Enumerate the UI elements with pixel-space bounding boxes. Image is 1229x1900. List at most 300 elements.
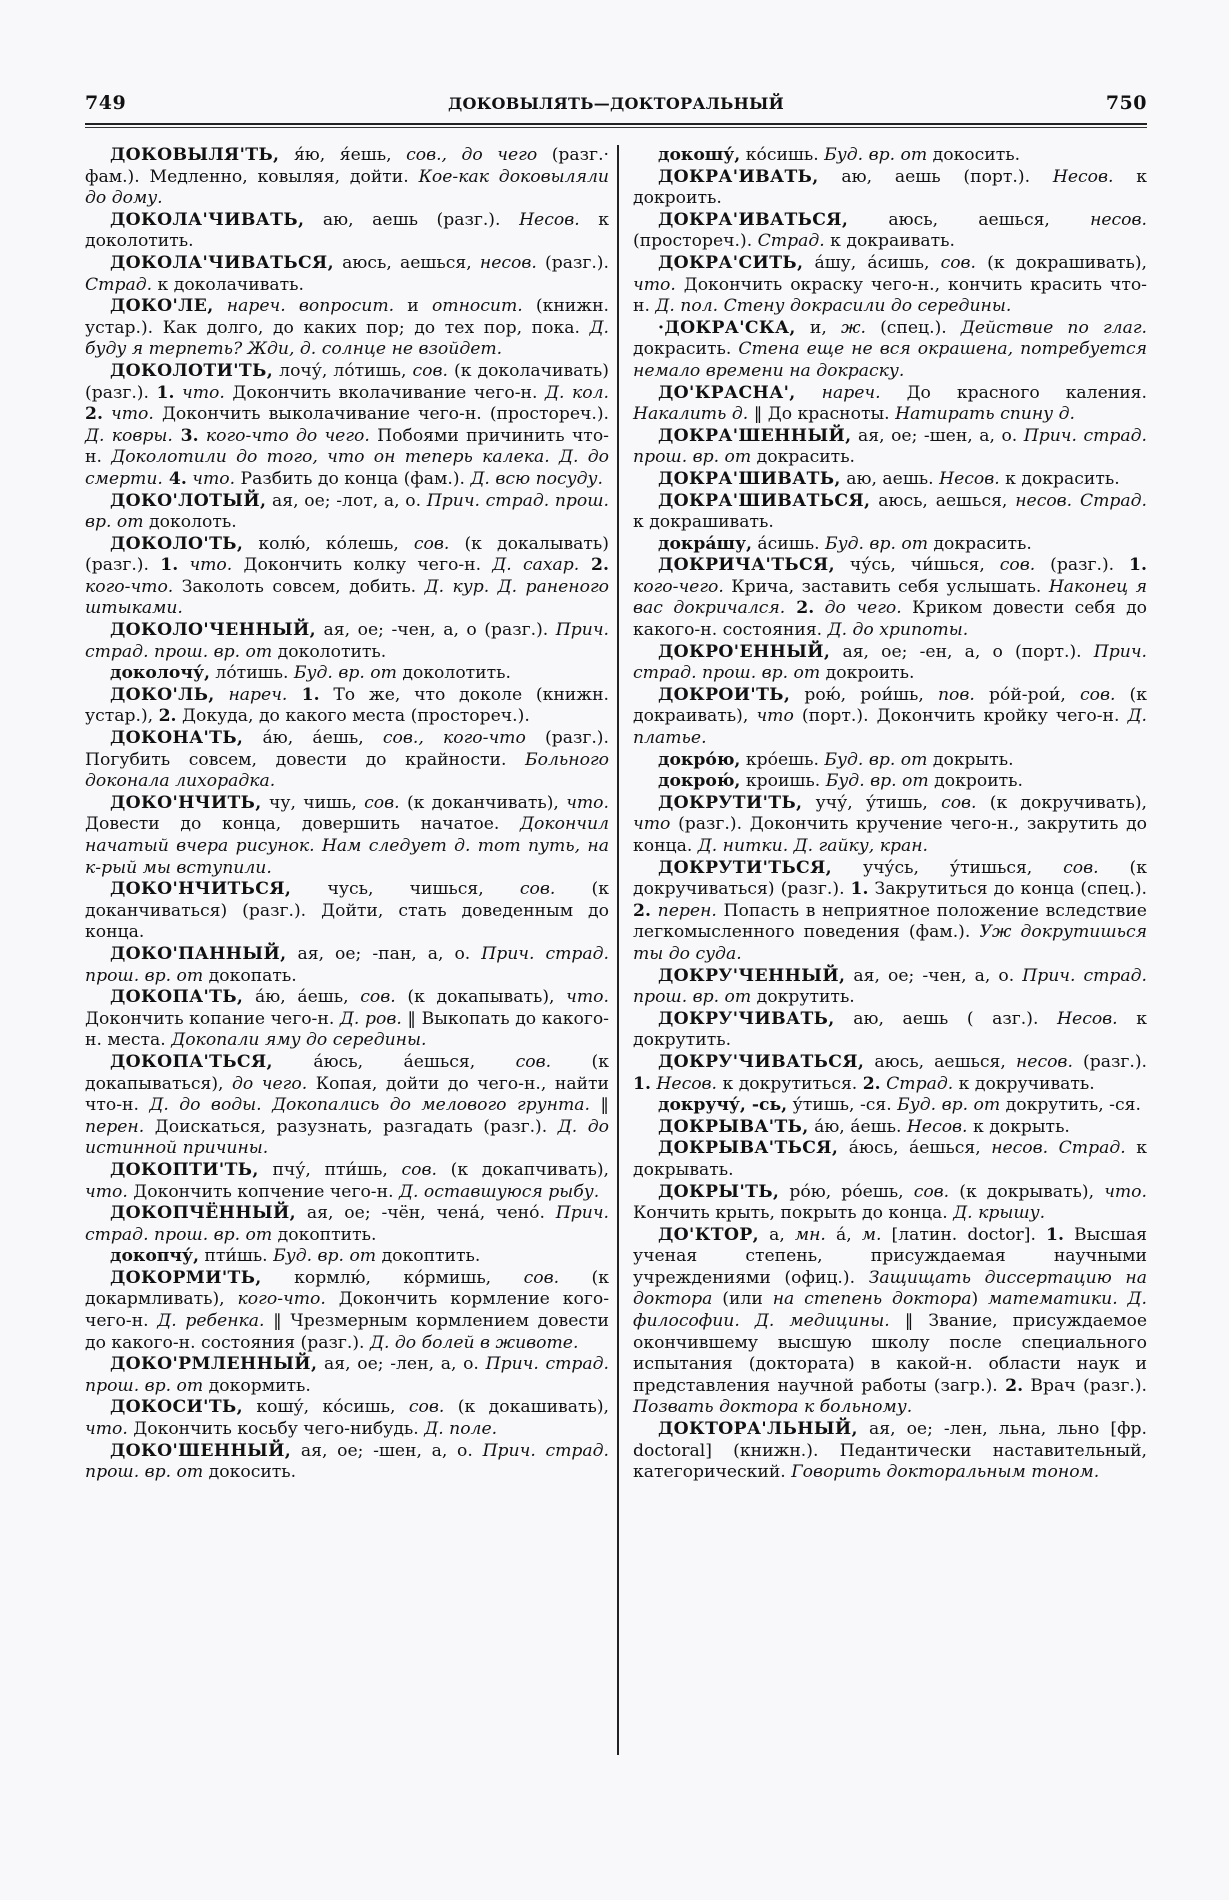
- headword-form: доколочу́,: [110, 663, 210, 684]
- headword: ДО'КТОР,: [658, 1224, 760, 1245]
- page-header: [85, 92, 1147, 122]
- text: ая, ое; -пан, а, о.: [286, 943, 482, 964]
- dictionary-entry: [85, 1268, 609, 1354]
- text: Довести до конца, довершить начатое.: [85, 814, 521, 835]
- text: докосить.: [927, 145, 1021, 165]
- headword: ДОКРЫ'ТЬ,: [658, 1181, 780, 1202]
- text: Доискаться, разузнать, разгадать (разг.).: [144, 1116, 558, 1137]
- italic-text: нареч.: [795, 382, 881, 403]
- text: ро́й-рои́,: [974, 684, 1080, 705]
- italic-text: сов.: [999, 555, 1036, 576]
- italic-text: сов.: [413, 533, 450, 554]
- text: аю, аешь (разг.).: [304, 209, 520, 230]
- text: (или: [712, 1289, 773, 1310]
- italic-text: сов.: [360, 987, 396, 1008]
- text: То же, что доколе (книжн. устар.),: [85, 684, 609, 727]
- italic-text: сов., кого-что: [382, 728, 526, 749]
- headword: ДОКРА'ШЕННЫЙ,: [658, 425, 852, 446]
- text: Врач (разг.).: [1023, 1375, 1147, 1396]
- text: (к докапывать),: [395, 987, 567, 1008]
- text: ‖ Чрезмерным кормлением довести до какого-н. состояния (разг.).: [85, 1311, 609, 1353]
- text: Побоями причинить что-н.: [85, 425, 609, 468]
- dictionary-entry: [633, 555, 1147, 641]
- italic-text: Д. до хрипоты.: [827, 620, 969, 641]
- text: а́юсь, а́ешься,: [272, 1051, 516, 1072]
- italic-text: Уж докрутишься ты до суда.: [633, 922, 1147, 964]
- text: Докончить косьбу чего-нибудь.: [127, 1419, 425, 1440]
- column-left: [85, 145, 609, 1484]
- text: (к доканчивать),: [399, 792, 567, 813]
- text: (разг.). Погубить совсем, довести до крайности.: [85, 728, 609, 770]
- italic-text: сов.: [1063, 857, 1099, 878]
- sense-number: 1.: [287, 684, 320, 705]
- text: Докуда, до какого места (простореч.).: [176, 706, 530, 727]
- italic-text: что.: [178, 555, 233, 576]
- text: аюсь, аешься,: [870, 490, 1016, 511]
- headword: ДОКОПА'ТЬ,: [110, 987, 244, 1008]
- italic-text: что.: [85, 1181, 128, 1202]
- italic-text: Прич. страд. прош. вр. от: [85, 1440, 609, 1483]
- text: кроишь.: [740, 771, 826, 792]
- headword: ДОКРА'ИВАТЬ,: [658, 166, 819, 187]
- text: (книжн. устар.). Как долго, до каких пор; до тех пор, пока.: [85, 296, 609, 338]
- dictionary-entry: [85, 534, 609, 620]
- dictionary-entry: [85, 296, 609, 361]
- text: Докончить копание чего-н.: [85, 1008, 340, 1029]
- dictionary-entry: [85, 210, 609, 253]
- text: к докрывать.: [633, 1138, 1147, 1180]
- text: к докрашивать.: [633, 512, 774, 533]
- sense-number: 2.: [85, 404, 103, 425]
- italic-text: Д. крышу.: [953, 1203, 1046, 1224]
- headword-form: докро́ю,: [658, 749, 741, 770]
- italic-text: Д. кол.: [545, 382, 610, 403]
- text: чусь, чишься,: [291, 879, 520, 900]
- italic-text: перен.: [650, 900, 717, 921]
- italic-text: Прич. страд. прош. вр. от: [85, 1203, 609, 1245]
- headword: ДОКРА'СИТЬ,: [658, 252, 804, 273]
- header-double-rule: [85, 123, 1147, 128]
- text: докрутить.: [751, 987, 855, 1008]
- italic-text: Д. до истинной причины.: [85, 1116, 609, 1159]
- dictionary-entry: [633, 469, 1147, 491]
- italic-text: Накалить д.: [633, 404, 749, 425]
- italic-text: нареч.: [214, 684, 288, 705]
- italic-text: кого-что до чего.: [198, 425, 370, 446]
- text: к докрыть.: [967, 1116, 1070, 1137]
- headword: ДОКРУ'ЧИВАТЬ,: [658, 1008, 835, 1029]
- italic-text: Прич. страд. прош. вр. от: [85, 490, 609, 533]
- text: ‖ До красноты.: [748, 404, 896, 425]
- sense-number: 1.: [156, 382, 175, 403]
- dictionary-entry: [85, 145, 609, 210]
- dictionary-entry: [85, 663, 609, 685]
- headword: ДОКО'ЛОТЫЙ,: [110, 490, 267, 511]
- sense-number: 2.: [862, 1073, 881, 1094]
- text: Крича, заставить себя услышать.: [723, 576, 1049, 597]
- dictionary-entry: [633, 491, 1147, 534]
- italic-text: Д. оставшуюся рыбу.: [399, 1181, 600, 1202]
- sense-number: 1.: [160, 555, 179, 576]
- dictionary-entry: [633, 1117, 1147, 1139]
- italic-text: Прич. страд. прош. вр. от: [633, 425, 1147, 468]
- sense-number: 2.: [633, 900, 651, 921]
- italic-text: Прич. страд. прош. вр. от: [85, 943, 609, 986]
- text: ло́тишь.: [209, 663, 294, 684]
- dictionary-entry: [85, 1397, 609, 1440]
- dictionary-entry: [633, 642, 1147, 685]
- italic-text: Несов.: [519, 209, 580, 230]
- text: Докончить выколачивание чего-н. (простореч.).: [153, 404, 610, 425]
- text: доколотить.: [396, 663, 511, 684]
- italic-text: Прич. страд. прош. вр. от: [85, 620, 609, 662]
- text: (разг.).: [1035, 555, 1130, 576]
- headword: ДОКО'РМЛЕННЫЙ,: [110, 1354, 318, 1375]
- text: Заколоть совсем, добить.: [173, 576, 425, 597]
- text: пчу́, пти́шь,: [258, 1159, 402, 1180]
- text: аю, аешь ( азг.).: [834, 1008, 1058, 1029]
- italic-text: Прич. страд. прош. вр. от: [85, 1354, 609, 1396]
- italic-text: кого-что.: [85, 576, 174, 597]
- italic-text: что.: [566, 987, 609, 1008]
- text: а́,: [825, 1224, 862, 1245]
- italic-text: Д. до воды. Докопались до мелового грунта.: [149, 1095, 590, 1116]
- italic-text: нареч. вопросит.: [213, 296, 395, 317]
- headword: ДОКО'НЧИТЬ,: [110, 792, 262, 813]
- text: докосить.: [203, 1462, 297, 1483]
- text: ая, ое; -лот, а, о.: [266, 490, 427, 511]
- italic-text: сов.: [913, 1181, 950, 1202]
- dictionary-entry: [633, 771, 1147, 793]
- italic-text: Д. до болей в животе.: [369, 1332, 579, 1353]
- dictionary-entry: [85, 361, 609, 491]
- sense-number: 1.: [633, 1073, 651, 1094]
- italic-text: Страд.: [757, 231, 825, 252]
- text: к доколотить.: [85, 209, 609, 252]
- italic-text: Буд. вр. от: [825, 533, 929, 554]
- headword: ДОКРА'ИВАТЬСЯ,: [658, 209, 849, 230]
- text: к доколачивать.: [152, 274, 304, 295]
- running-title: ДОКОВЫЛЯТЬ—ДОКТОРАЛЬНЫЙ: [447, 94, 785, 113]
- italic-text: сов.: [941, 792, 977, 813]
- italic-text: Доколотили до того, что он теперь калека. Д. до смерти.: [85, 447, 609, 489]
- text: Закрутиться до конца (спец.).: [868, 879, 1147, 900]
- headword: ДОКРА'ШИВАТЬСЯ,: [658, 490, 871, 511]
- text: (порт.). Докончить кройку чего-н.: [793, 706, 1128, 727]
- italic-text: несов.: [479, 252, 537, 273]
- headword: ДОКОРМИ'ТЬ,: [110, 1267, 262, 1288]
- italic-text: Позвать доктора к больному.: [633, 1397, 913, 1418]
- dictionary-entry: [633, 1225, 1147, 1419]
- text: докопать.: [203, 965, 297, 986]
- text: докрасить.: [751, 447, 856, 468]
- text: (к докалывать) (разг.).: [85, 533, 609, 576]
- text: (простореч.).: [633, 231, 758, 252]
- italic-text: относит.: [431, 296, 523, 317]
- text: учу́сь, у́тишься,: [832, 857, 1064, 878]
- italic-text: Кое-как доковыляли до дому.: [85, 166, 609, 209]
- text: к докрасить.: [999, 468, 1120, 489]
- dictionary-entry: [633, 426, 1147, 469]
- page-number-right: 750: [1105, 92, 1147, 114]
- text: Разбить до конца (фам.).: [235, 468, 471, 489]
- text: ая, ое; -лен, а, о.: [317, 1354, 486, 1375]
- headword: ДОКО'ШЕННЫЙ,: [110, 1440, 292, 1461]
- headword: ДОКРА'ШИВАТЬ,: [658, 468, 841, 489]
- text: докрасить.: [633, 339, 739, 360]
- text: кро́ешь.: [740, 749, 825, 770]
- italic-text: Стена еще не вся окрашена, потребуется немало времени на докраску.: [633, 339, 1147, 381]
- text: (разг.). Докончить кручение чего-н., закрутить до конца.: [633, 814, 1147, 856]
- headword: ДО'КРАСНА',: [658, 382, 796, 403]
- italic-text: что.: [633, 274, 676, 295]
- sense-number: 4.: [162, 468, 187, 489]
- dictionary-entry: [633, 1052, 1147, 1095]
- italic-text: Д. пол. Стену докрасили до середины.: [655, 296, 1012, 317]
- text: докоптить.: [272, 1224, 377, 1245]
- italic-text: сов.: [519, 879, 556, 900]
- text: к докраивать.: [824, 231, 956, 252]
- italic-text: перен.: [85, 1116, 145, 1137]
- italic-text: Буд. вр. от: [897, 1095, 1001, 1116]
- dictionary-entry: [85, 685, 609, 728]
- italic-text: Д. поле.: [424, 1419, 498, 1440]
- headword: ·ДОКРА'СКА,: [658, 317, 796, 338]
- italic-text: Буд. вр. от: [273, 1246, 377, 1267]
- dictionary-entry: [633, 793, 1147, 858]
- italic-text: сов.: [364, 792, 400, 813]
- dictionary-entry: [633, 1419, 1147, 1484]
- dictionary-entry: [85, 793, 609, 879]
- italic-text: мн.: [794, 1224, 826, 1245]
- column-divider: [617, 145, 619, 1755]
- headword: ДОКОЛА'ЧИВАТЬСЯ,: [110, 252, 334, 273]
- page-number-left: 749: [85, 92, 127, 114]
- italic-text: что.: [186, 468, 236, 489]
- italic-text: Буд. вр. от: [824, 145, 928, 165]
- italic-text: сов.: [401, 1159, 437, 1180]
- italic-text: кого-что.: [237, 1289, 326, 1310]
- text: (к докраивать),: [633, 684, 1147, 727]
- dictionary-entry: [85, 944, 609, 987]
- italic-text: Д. всю посуду.: [470, 468, 603, 489]
- dictionary-entry: [633, 966, 1147, 1009]
- italic-text: Защищать диссертацию на доктора: [633, 1267, 1147, 1310]
- italic-text: что.: [174, 382, 225, 403]
- italic-text: Д. ров.: [339, 1008, 402, 1029]
- text: (к докапчивать),: [436, 1159, 609, 1180]
- headword-form: докра́шу,: [658, 533, 752, 554]
- headword: ДОКРОИ'ТЬ,: [658, 684, 791, 705]
- italic-text: Несов.: [906, 1116, 968, 1137]
- dictionary-entry: [633, 145, 1147, 167]
- italic-text: сов.: [1079, 684, 1116, 705]
- dictionary-entry: [85, 620, 609, 663]
- italic-text: сов.: [408, 1397, 445, 1418]
- text: докрутить, -ся.: [1000, 1095, 1141, 1116]
- headword: ДОКОЛА'ЧИВАТЬ,: [110, 209, 305, 230]
- text: а́шу, а́сишь,: [803, 252, 941, 273]
- italic-text: Докончил начатый вчера рисунок. Нам следует д. тот путь, на к-рый мы вступили.: [85, 814, 609, 878]
- italic-text: Д. сахар.: [492, 555, 580, 576]
- text: (к докручивать),: [976, 792, 1147, 813]
- dictionary-entry: [633, 383, 1147, 426]
- headword: ДОКОВЫЛЯ'ТЬ,: [110, 145, 280, 165]
- headword-form: докручу́, -сь,: [658, 1095, 788, 1116]
- text: докормить.: [203, 1375, 311, 1396]
- text: (к докрашивать),: [976, 252, 1147, 273]
- text: аюсь, аешься,: [864, 1051, 1016, 1072]
- text: ): [971, 1289, 989, 1310]
- italic-text: что: [633, 814, 671, 835]
- dictionary-entry: [633, 1009, 1147, 1052]
- dictionary-entry: [633, 1138, 1147, 1181]
- text: и,: [795, 317, 841, 338]
- text: к докрутить.: [633, 1008, 1147, 1051]
- italic-text: Говорить докторальным тоном.: [791, 1462, 1100, 1483]
- italic-text: Буд. вр. от: [824, 749, 928, 770]
- headword: ДОКОЛО'ТЬ,: [110, 533, 244, 554]
- dictionary-entry: [85, 1441, 609, 1484]
- text: а́ю, а́ешь.: [808, 1116, 907, 1137]
- italic-text: что.: [102, 404, 154, 425]
- text: докроить.: [820, 663, 915, 684]
- text: кормлю́, ко́рмишь,: [261, 1267, 524, 1288]
- italic-text: несов. Страд.: [1015, 490, 1147, 511]
- headword: ДОКРИЧА'ТЬСЯ,: [658, 555, 835, 576]
- italic-text: сов.: [412, 360, 448, 381]
- italic-text: Д. буду я терпеть? Жди, д. солнце не взойдет.: [85, 317, 609, 360]
- text: рою́, рои́шь,: [790, 684, 938, 705]
- text: ‖: [589, 1095, 609, 1116]
- sense-number: 1.: [1129, 555, 1147, 576]
- text: (к докашивать),: [444, 1397, 609, 1418]
- italic-text: на степень доктора: [772, 1289, 972, 1310]
- italic-text: Страд.: [85, 274, 153, 295]
- headword: ДОКРО'ЕННЫЙ,: [658, 641, 831, 662]
- headword: ДОКОЛОТИ'ТЬ,: [110, 360, 274, 381]
- sense-number: 1.: [850, 879, 869, 900]
- text: к докроить.: [633, 166, 1147, 209]
- text: докрыть.: [927, 749, 1014, 770]
- text: а́ю, а́ешь,: [243, 728, 383, 749]
- text: (спец.).: [865, 317, 961, 338]
- italic-text: Несов.: [1052, 166, 1114, 187]
- italic-text: что.: [1104, 1181, 1147, 1202]
- italic-text: сов.: [940, 252, 977, 273]
- italic-text: Несов.: [939, 468, 1000, 489]
- italic-text: Буд. вр. от: [825, 771, 929, 792]
- italic-text: м.: [861, 1224, 882, 1245]
- dictionary-entry: [85, 728, 609, 793]
- text: [латин. doctor].: [881, 1224, 1046, 1245]
- text: ая, ое; -шен, а, о.: [851, 425, 1024, 446]
- italic-text: математики. Д. философии. Д. медицины.: [633, 1289, 1147, 1332]
- headword: ДОКО'ПАННЫЙ,: [110, 943, 287, 964]
- text: (разг.· фам.). Медленно, ковыляя, дойти.: [85, 145, 609, 187]
- text: к докрутиться.: [717, 1073, 863, 1094]
- text: Докончить окраску чего-н., кончить красить что-н.: [633, 274, 1147, 317]
- headword: ДОКОПА'ТЬСЯ,: [110, 1051, 273, 1072]
- italic-text: несов.: [1090, 209, 1147, 230]
- text: а́ю, а́ешь,: [243, 987, 361, 1008]
- italic-text: Докопали яму до середины.: [171, 1030, 427, 1051]
- headword: ДОКРУ'ЧЕННЫЙ,: [658, 965, 846, 986]
- italic-text: сов.: [523, 1267, 560, 1288]
- text: докрасить.: [928, 533, 1032, 554]
- headword: ДОКРЫВА'ТЬСЯ,: [658, 1138, 839, 1159]
- dictionary-entry: [633, 534, 1147, 556]
- text: Докончить колку чего-н.: [232, 555, 493, 576]
- text: чу, чишь,: [261, 792, 365, 813]
- text: а́сишь.: [751, 533, 826, 554]
- text: у́тишь, -ся.: [787, 1095, 898, 1116]
- text: и: [394, 296, 432, 317]
- text: доколотить.: [272, 641, 387, 662]
- text: ‖ Звание, присуждаемое окончившему высшую школу после специального испытания (доктората) в какой-н. области наук и представления научной работы (загр.).: [633, 1311, 1147, 1396]
- text: ая, ое; -чён, чена́, чено́.: [296, 1203, 556, 1224]
- italic-text: Натирать спину д.: [895, 404, 1075, 425]
- dictionary-entry: [633, 858, 1147, 966]
- text: Докончить вколачивание чего-н.: [224, 382, 545, 403]
- text: До красного каления.: [880, 382, 1147, 403]
- text: учу́, у́тишь,: [802, 792, 942, 813]
- text: аюсь, аешься,: [848, 209, 1091, 230]
- dictionary-entry: [85, 253, 609, 296]
- dictionary-entry: [633, 253, 1147, 318]
- italic-text: сов., до чего: [406, 145, 538, 165]
- text: Докончить кормление кого-чего-н.: [85, 1289, 609, 1332]
- text: (разг.).: [536, 252, 609, 273]
- text: ая, ое; -чен, а, о (разг.).: [316, 620, 556, 641]
- sense-number: 1.: [1046, 1224, 1064, 1245]
- text: аю, аешь.: [840, 468, 940, 489]
- dictionary-entry: [85, 1052, 609, 1160]
- headword: ДОКРУ'ЧИВАТЬСЯ,: [658, 1051, 865, 1072]
- italic-text: Д. нитки. Д. гайку, кран.: [697, 836, 928, 856]
- italic-text: Прич. страд. прош. вр. от: [633, 965, 1147, 1008]
- dictionary-entry: [85, 987, 609, 1052]
- text: ‖ Выкопать до какого-н. места.: [85, 1008, 609, 1051]
- column-right: [633, 145, 1147, 1484]
- text: (к доканчиваться) (разг.). Дойти, стать доведенным до конца.: [85, 879, 609, 943]
- italic-text: ж.: [840, 317, 866, 338]
- text: Криком довести себя до какого-н. состояния.: [633, 598, 1148, 641]
- dictionary-entry: [85, 491, 609, 534]
- text: а,: [759, 1224, 795, 1245]
- text: пти́шь.: [198, 1246, 274, 1267]
- sense-number: 2.: [158, 706, 177, 727]
- italic-text: Д. ребенка.: [157, 1311, 265, 1332]
- text: (к докручиваться) (разг.).: [633, 857, 1147, 900]
- text: а́юсь, а́ешься,: [838, 1138, 992, 1159]
- headword-form: докрою́,: [658, 771, 741, 792]
- sense-number: 3.: [172, 425, 199, 446]
- headword: ДОКТОРА'ЛЬНЫЙ,: [658, 1419, 858, 1440]
- dictionary-entry: [633, 210, 1147, 253]
- text: кошу́, ко́сишь,: [243, 1397, 409, 1418]
- headword: ДОКОПЧЁННЫЙ,: [110, 1203, 297, 1224]
- text: лочу́, ло́тишь,: [273, 360, 413, 381]
- text: ая, ое; -шен, а, о.: [291, 1440, 483, 1461]
- text: аю, аешь (порт.).: [818, 166, 1053, 187]
- headword: ДОКРУТИ'ТЬСЯ,: [658, 857, 833, 878]
- dictionary-entry: [85, 879, 609, 944]
- italic-text: что.: [85, 1419, 128, 1440]
- headword: ДОКОСИ'ТЬ,: [110, 1397, 243, 1418]
- text: Докончить копчение чего-н.: [127, 1181, 399, 1202]
- headword: ДОКОЛО'ЧЕННЫЙ,: [110, 620, 317, 641]
